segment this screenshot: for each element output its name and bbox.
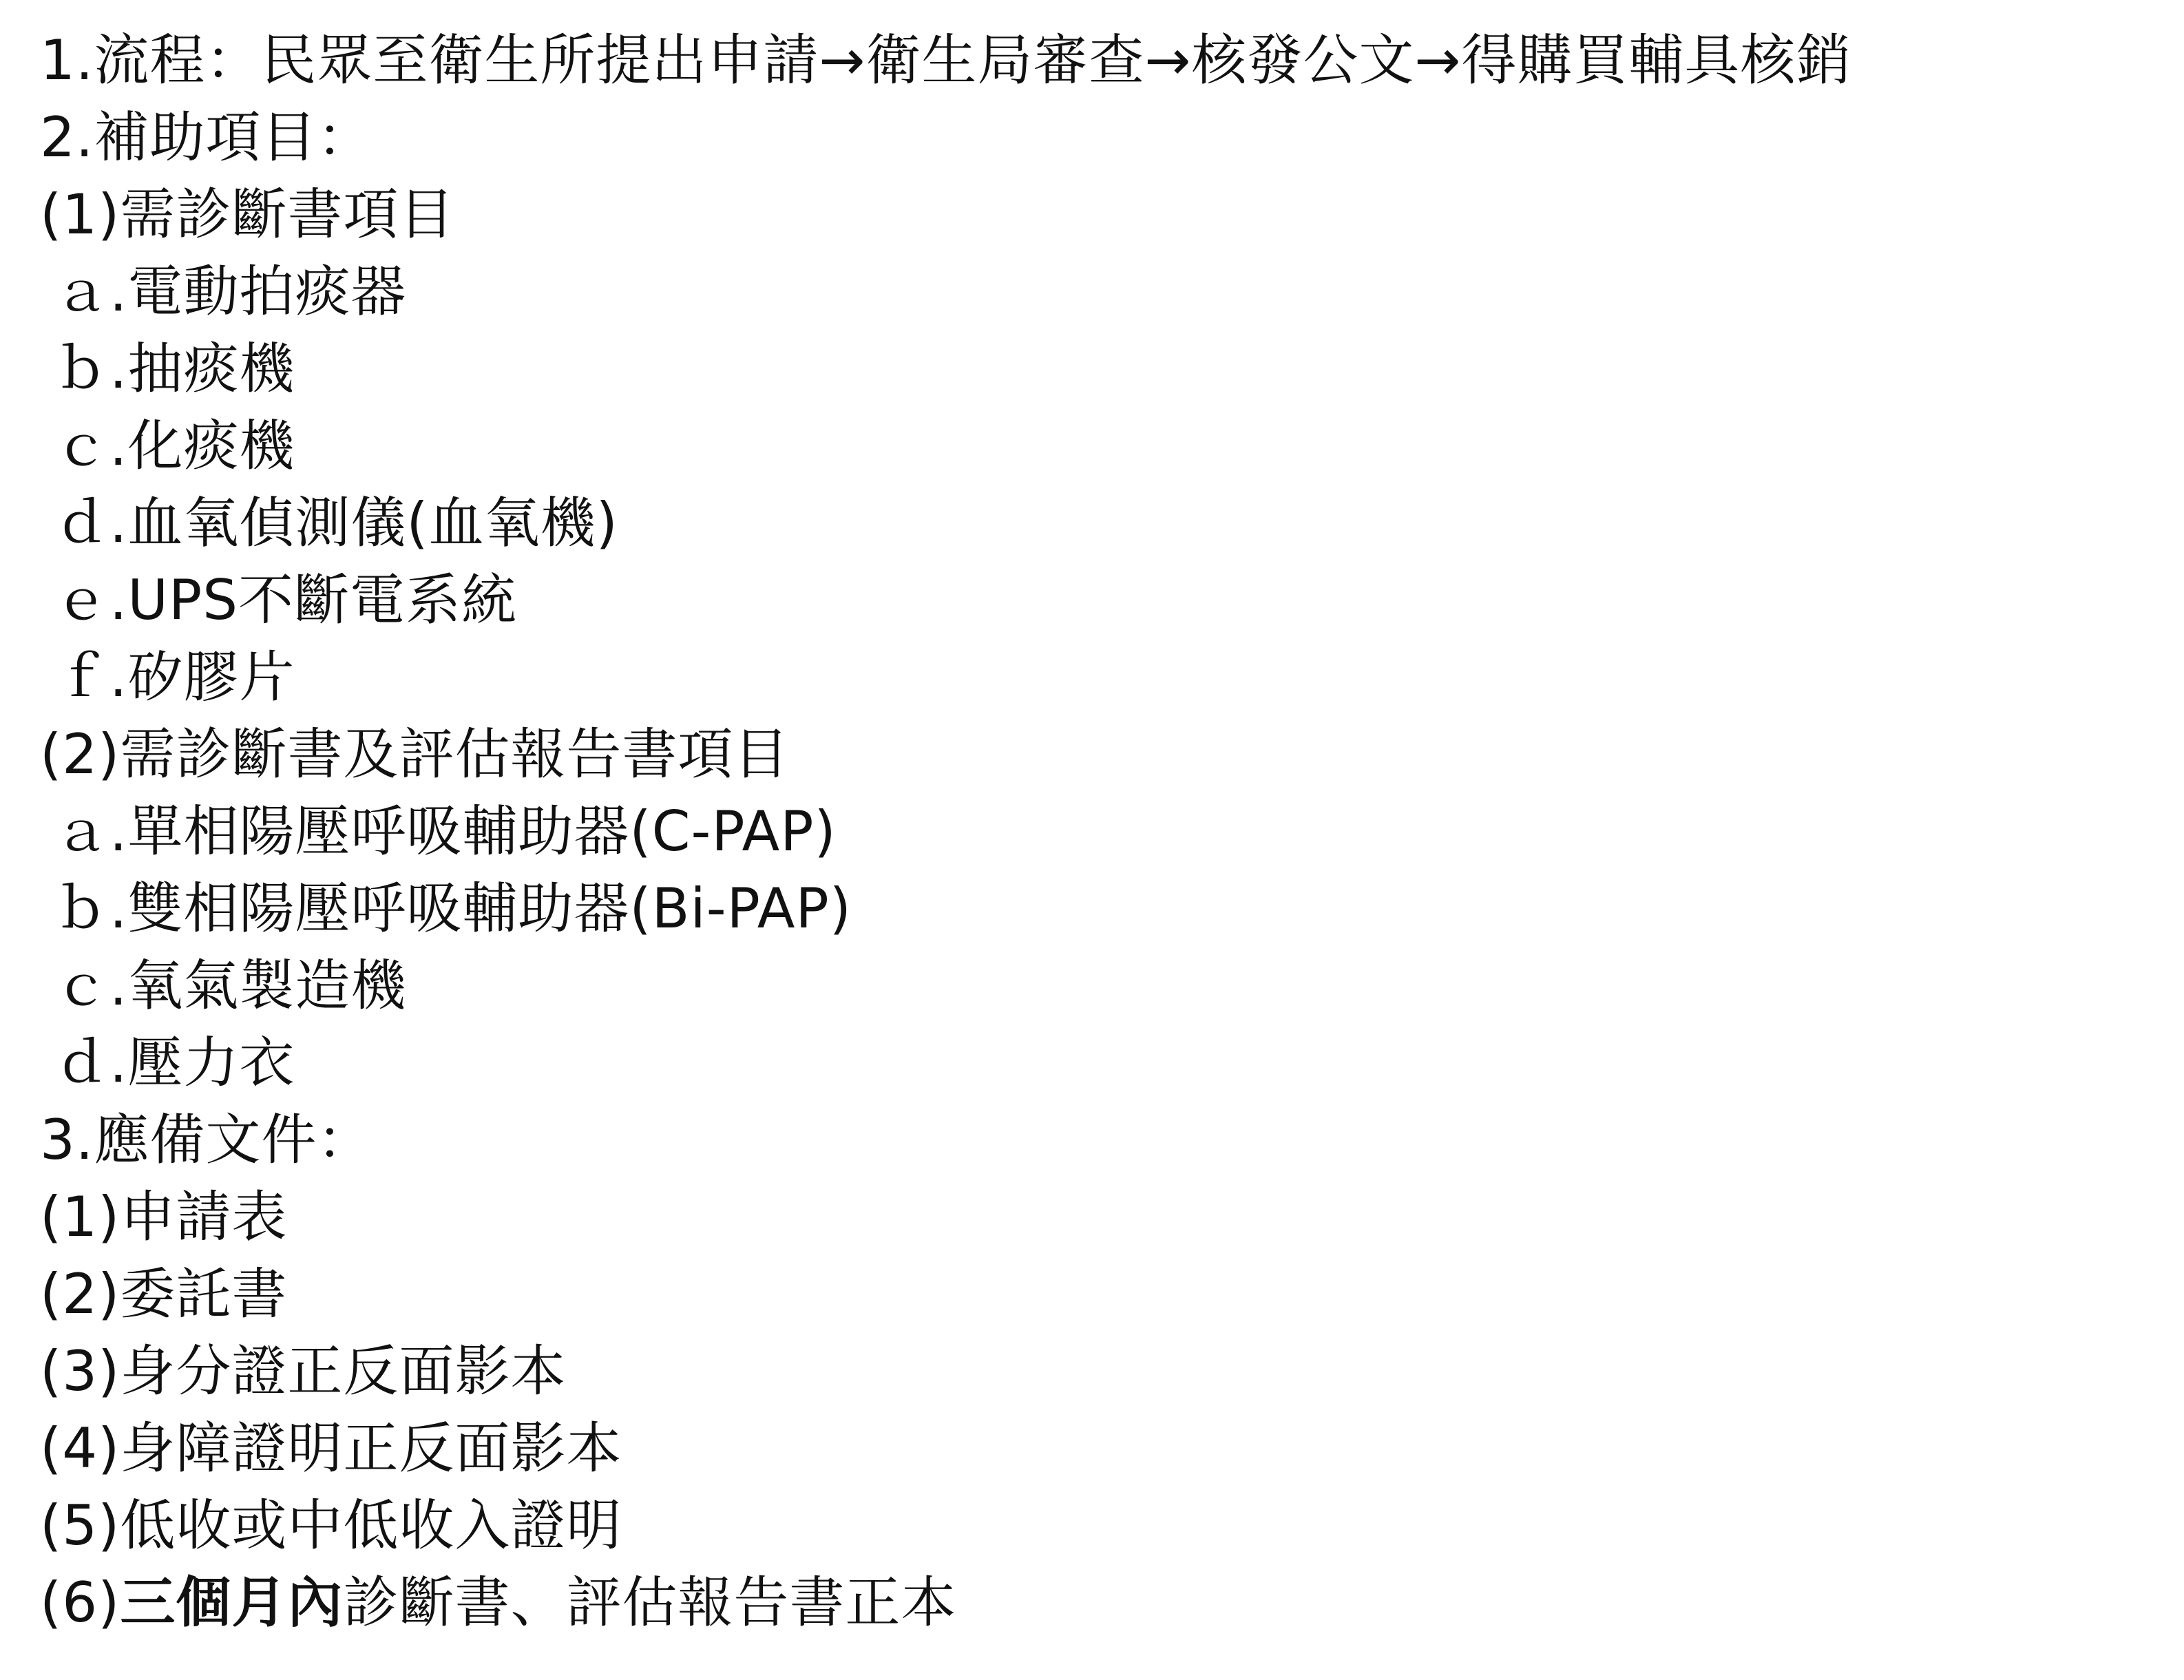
item-silicone-sheet: ｆ.矽膠片	[54, 645, 295, 709]
diagnosis-and-assessment-heading: (2)需診斷書及評估報告書項目	[40, 722, 790, 786]
doc-authorization-letter: (2)委託書	[40, 1262, 288, 1326]
item-ups: ｅ.UPS不斷電系統	[54, 568, 518, 632]
doc-id-copy: (3)身分證正反面影本	[40, 1339, 567, 1403]
item-oxygen-concentrator: ｃ.氧氣製造機	[54, 954, 407, 1018]
item-pressure-garment: ｄ.壓力衣	[54, 1031, 295, 1095]
item-suction-machine: ｂ.抽痰機	[54, 337, 295, 401]
item-bipap: ｂ.雙相陽壓呼吸輔助器(Bi-PAP)	[54, 876, 852, 941]
item-oximeter: ｄ.血氧偵測儀(血氧機)	[54, 491, 618, 555]
process-line: 1.流程：民眾至衛生所提出申請→衛生局審查→核發公文→得購買輔具核銷	[40, 28, 1852, 92]
doc-application-form: (1)申請表	[40, 1185, 288, 1249]
doc-diagnosis-emphasis: 三個月內	[120, 1571, 344, 1635]
subsidy-items-heading: 2.補助項目：	[40, 105, 373, 169]
diagnosis-required-heading: (1)需診斷書項目	[40, 182, 455, 246]
doc-diagnosis-suffix: 診斷書、評估報告書正本	[343, 1571, 957, 1635]
doc-disability-certificate-copy: (4)身障證明正反面影本	[40, 1416, 622, 1480]
document-body	[40, 22, 2161, 1641]
item-electric-percussor: ａ.電動拍痰器	[54, 260, 407, 324]
item-nebulizer: ｃ.化痰機	[54, 414, 295, 478]
doc-low-income-proof: (5)低收或中低收入證明	[40, 1493, 622, 1557]
required-documents-heading: 3.應備文件：	[40, 1108, 373, 1172]
doc-diagnosis-original	[40, 1564, 2161, 1641]
doc-diagnosis-prefix: (6)	[40, 1571, 120, 1635]
item-cpap: ａ.單相陽壓呼吸輔助器(C-PAP)	[54, 799, 837, 863]
